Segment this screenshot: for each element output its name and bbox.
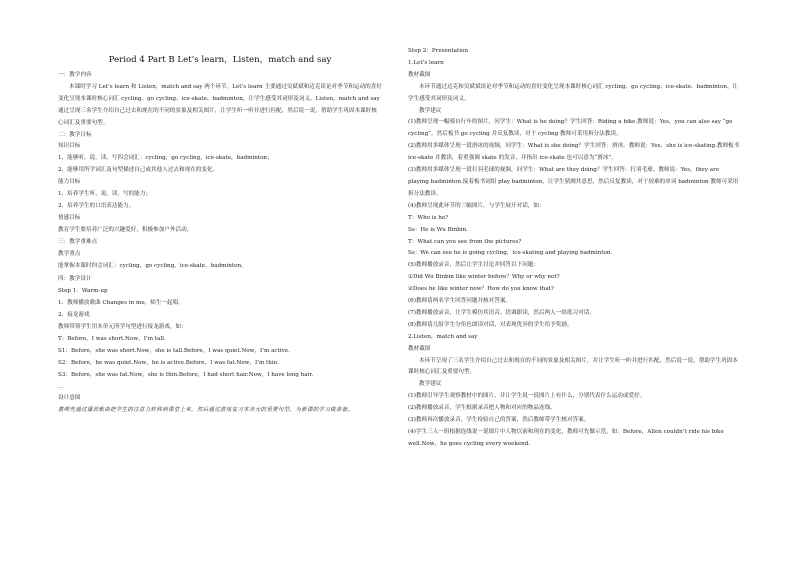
right-column xyxy=(408,46,740,451)
right-paragraph: Ss：He is Wu Binbin. xyxy=(408,226,468,233)
left-column xyxy=(58,54,382,417)
left-paragraph: 1、能够听、说、读、写四会词汇：cycling，go cycling，ice-skate，badminton； xyxy=(58,155,273,162)
right-paragraph: 教材截图 xyxy=(408,71,431,78)
right-paragraph: (1)教师引导学生观察教材中的图片，并让学生说一说图片上有什么，分别代表什么运动或爱好。 xyxy=(408,393,646,400)
left-paragraph: 教师带领学生用本单元所学句型进行接龙游戏，如： xyxy=(58,324,187,331)
right-paragraph: (2)教师播放录音，学生根据录音把人物和对应的物品连线。 xyxy=(408,405,556,412)
left-paragraph: S2：Before，he was quiet.Now，he is active.Before，I was fat.Now，I’m thin. xyxy=(58,359,280,366)
left-paragraph: … xyxy=(58,383,64,390)
left-paragraph: 二：教学目标 xyxy=(58,131,92,138)
left-paragraph: 1、教师播放歌曲 Changes in me，师生一起唱。 xyxy=(58,300,184,307)
left-paragraph: 本课时学习 Let’s learn 和 Listen，match and say 两个环节。Let’s learn 主要通过吴斌斌和迈克谈论对季节和运动的喜好变化呈现本课时核心词汇 cycling、go cycling、ice-skate、badminton，让学生感受其词形及词义。Listen，match and say 通过呈现三名学生介绍自己过去和现在的不同的景象及相关图片，让学生听一听并进行匹配，然后说一说，帮助学生巩固本课时核心词汇及重要句型。 xyxy=(58,83,382,126)
right-paragraph: (6)教师请两名学生回答问题并核对答案。 xyxy=(408,298,512,305)
left-paragraph: 情感目标 xyxy=(58,214,81,221)
left-paragraph: 2、能够用所学词汇及句型描述自己或其他人过去和现在的变化。 xyxy=(58,167,219,174)
left-paragraph: S1：Before，she was short.Now，she is tall.Before，I was quiet.Now，I’m active. xyxy=(58,347,290,354)
left-paragraph: 能力目标 xyxy=(58,179,81,186)
right-paragraph: 本环节呈现了三名学生介绍自己过去和现在的不同的景象及相关图片，并让学生听一听并进行匹配，然后说一说，帮助学生巩固本课时核心词汇及重要句型。 xyxy=(408,357,738,376)
left-paragraph: 教师先通过播放歌曲把学生的注意力转移到课堂上来，然后通过游戏复习本单元的重要句型，为新课的学习做准备。 xyxy=(58,407,354,414)
right-paragraph: Ss：We can see he is going cycling，ice-skating and playing badminton. xyxy=(408,250,613,257)
right-paragraph: 1.Let’s learn xyxy=(408,59,444,66)
left-paragraph: 能掌握本课时四会词汇：cycling，go cycling，ice-skate，badminton。 xyxy=(58,262,247,269)
left-paragraph: 教学重点 xyxy=(58,250,81,257)
right-paragraph: (5)教师播放录音，然后让学生讨论并回答以下问题： xyxy=(408,262,539,269)
right-paragraph: T：What can you see from the pictures? xyxy=(408,238,522,245)
right-paragraph: ②Does he like winter now？How do you know that? xyxy=(408,286,554,293)
right-paragraph: (3)教师用多媒体呈现一段打羽毛球的视频，问学生：What are they doing？学生回答：打羽毛球。教师说：Yes，they are playing badminton.接着板书词组 play badminton，让学生猜测其意思，然后反复教读，对于较难的单词 badminton 教师可采用拆分法教读。 xyxy=(408,167,739,197)
left-paragraph: T：Before，I was short.Now，I’m tall. xyxy=(58,335,166,342)
left-paragraph: 知识目标 xyxy=(58,143,81,150)
right-paragraph: (7)教师播放录音，让学生模仿其语音、语调跟读，然后两人一组练习对话。 xyxy=(408,309,595,316)
left-paragraph: S3：Before，she was fat.Now，she is thin.Before，I had short hair.Now，I have long hair. xyxy=(58,371,314,378)
right-paragraph: (4)教师呈现此环节的三幅图片，与学生展开对话，如： xyxy=(408,202,545,209)
page-title: Period 4 Part B Let’s learn，Listen，match and say xyxy=(108,55,332,65)
left-paragraph: 2、培养学生的口语表达能力。 xyxy=(58,202,135,209)
right-paragraph: 教学建议 xyxy=(419,107,442,114)
left-paragraph: 一：教学内容 xyxy=(58,72,92,78)
right-paragraph: 本环节通过迈克和吴斌斌谈论对季节和运动的喜好变化呈现本课时核心词汇 cycling、go cycling、ice-skate、badminton，让学生感受其词形及词义。 xyxy=(408,83,739,102)
right-paragraph: (4)学生三人一组根据连线说一说图片中人物以前和现在的变化，教师可先做示范，如：Before，Allen couldn’t ride his bike well.Now，he goes cycling every weekend. xyxy=(408,429,724,447)
right-paragraph: ①Did Wu Binbin like winter before？Why or why not? xyxy=(408,274,560,281)
right-paragraph: T：Who is he? xyxy=(408,214,449,221)
left-paragraph: 四：教学设计 xyxy=(58,276,92,283)
right-content xyxy=(408,46,740,451)
left-paragraph: 设计意图 xyxy=(58,395,81,402)
left-paragraph: 2、接龙游戏 xyxy=(58,312,90,319)
right-paragraph: (2)教师用多媒体呈现一段滑冰的视频，问学生：What is she doing？学生回答：滑冰。教师说：Yes，she is ice-skating.教师板书 ice-skate 并教读，着重强调 skate 的发音，并指出 ice-skate 也可以意为“滑冰”。 xyxy=(408,143,740,162)
left-content xyxy=(58,70,382,417)
right-paragraph: 教学建议 xyxy=(419,381,442,388)
right-paragraph: (3)教师再次播放录音，学生检验自己的答案，然后教师带学生核对答案。 xyxy=(408,417,590,424)
right-paragraph: (1)教师呈现一幅骑自行车的图片，问学生：What is he doing？学生回答：Riding a bike.教师说：Yes，you can also say “go cycling”。然后板书 go cycling 并反复教读，对于 cycling 教师可采用拆分法教读。 xyxy=(408,119,733,138)
left-paragraph: 三：教学重难点 xyxy=(58,238,98,245)
right-paragraph: (8)教师请几组学生分角色朗读对话，对表现优异的学生给予奖励。 xyxy=(408,321,573,328)
left-paragraph: 1、培养学生听、说、读、写的能力； xyxy=(58,191,152,198)
right-paragraph: 2.Listen，match and say xyxy=(408,333,478,340)
left-paragraph: 教育学生要培养广泛的兴趣爱好，积极参加户外活动。 xyxy=(58,226,193,233)
left-paragraph: Step 1：Warm-up xyxy=(58,288,108,295)
right-paragraph: Step 2：Presentation xyxy=(408,48,469,54)
right-paragraph: 教材截图 xyxy=(408,345,431,352)
